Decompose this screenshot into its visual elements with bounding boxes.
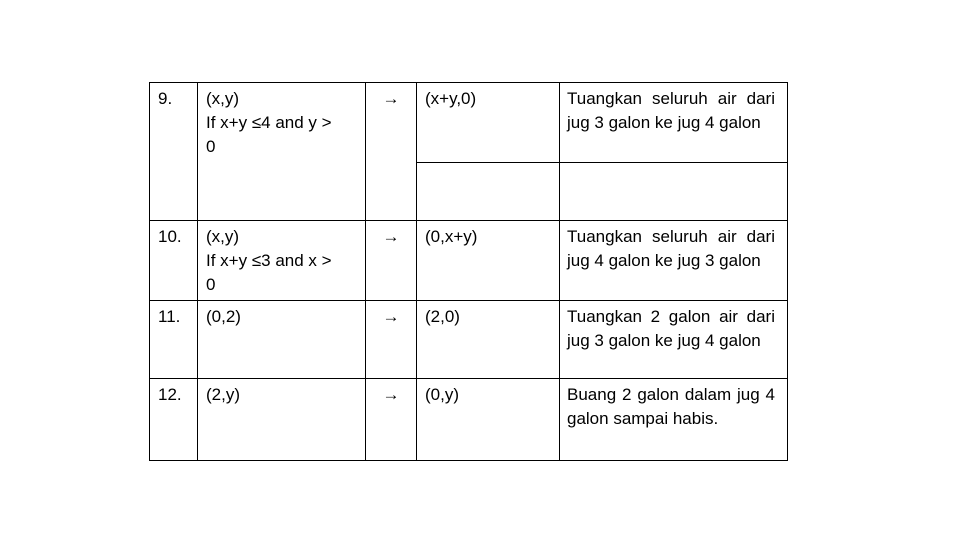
rule-result: (0,x+y): [417, 221, 560, 301]
rule-condition: [198, 301, 366, 379]
arrow-icon: →: [366, 379, 417, 461]
condition-line: 0: [206, 137, 216, 156]
rule-number: 10.: [150, 221, 198, 301]
rule-arrow-spacer: [366, 163, 417, 221]
rule-description: Tuangkan 2 galon air dari jug 3 galon ke jug 4 galon: [560, 301, 788, 379]
rule-result-spacer: [417, 163, 560, 221]
condition-line: If x+y ≤3 and x >: [206, 251, 332, 270]
condition-line: If x+y ≤4 and y >: [206, 113, 332, 132]
rule-condition: [198, 379, 366, 461]
rule-number: 12.: [150, 379, 198, 461]
condition-line: (0,2): [206, 307, 241, 326]
rule-description: Buang 2 galon dalam jug 4 galon sampai habis.: [560, 379, 788, 461]
arrow-icon: →: [366, 301, 417, 379]
condition-line: (x,y): [206, 227, 240, 246]
table-row: [150, 83, 788, 163]
rule-condition: [198, 83, 366, 163]
rule-description: Tuangkan seluruh air dari jug 4 galon ke jug 3 galon: [560, 221, 788, 301]
production-rules-table: [149, 82, 788, 461]
table-row: [150, 221, 788, 301]
condition-line: 0: [206, 275, 216, 294]
table-row: [150, 379, 788, 461]
arrow-icon: →: [366, 83, 417, 163]
rule-condition: [198, 221, 366, 301]
rule-result: (x+y,0): [417, 83, 560, 163]
rule-number: 11.: [150, 301, 198, 379]
condition-line: (x,y): [206, 89, 240, 108]
rule-number: 9.: [150, 83, 198, 163]
rule-result: (2,0): [417, 301, 560, 379]
rule-description-spacer: [560, 163, 788, 221]
rule-result: (0,y): [417, 379, 560, 461]
rule-condition-spacer: [198, 163, 366, 221]
rule-number-spacer: [150, 163, 198, 221]
arrow-icon: →: [366, 221, 417, 301]
table-row-spacer: [150, 163, 788, 221]
condition-line: (2,y): [206, 385, 240, 404]
table-row: [150, 301, 788, 379]
rule-description: Tuangkan seluruh air dari jug 3 galon ke jug 4 galon: [560, 83, 788, 163]
